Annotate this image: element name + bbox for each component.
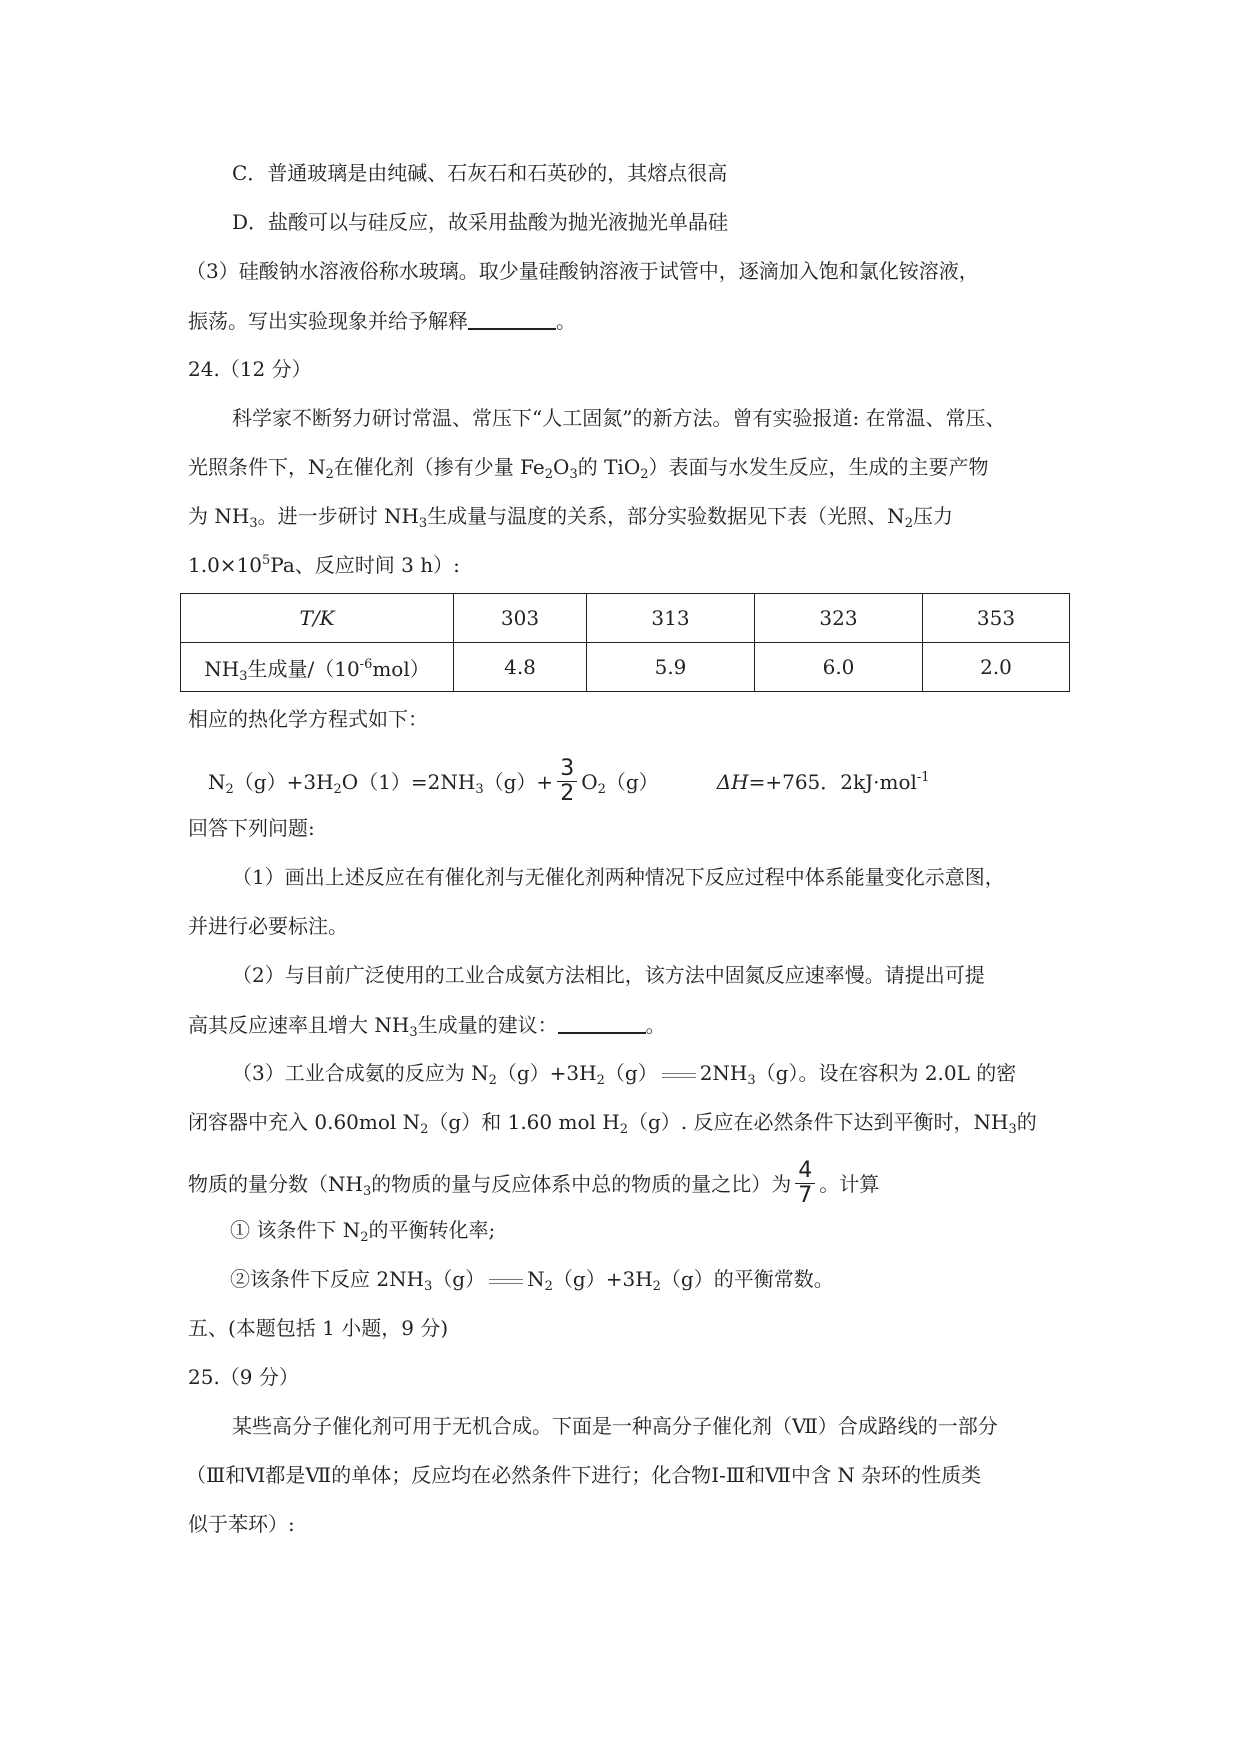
text: 的物质的量与反应体系中总的物质的量之比）为 bbox=[371, 1172, 792, 1196]
q25-line3: 似于苯环）: bbox=[188, 1512, 295, 1536]
subscript: 3 bbox=[249, 516, 258, 531]
text: （g）+ bbox=[483, 770, 554, 794]
subscript: 2 bbox=[488, 1073, 497, 1088]
delta-h: ΔH bbox=[716, 770, 749, 794]
table-cell: 303 bbox=[454, 594, 587, 643]
q23-part3-end: 。 bbox=[556, 309, 576, 333]
subscript: 3 bbox=[409, 1025, 418, 1040]
table-cell: 2.0 bbox=[923, 643, 1070, 692]
superscript: 5 bbox=[262, 553, 271, 568]
q23-part3-line2 bbox=[188, 306, 576, 335]
q24-intro-line4 bbox=[188, 551, 460, 579]
subscript: 3 bbox=[239, 668, 248, 684]
q23-part3-line1: （3）硅酸钠水溶液俗称水玻璃。取少量硅酸钠溶液于试管中，逐滴加入饱和氯化铵溶液， bbox=[186, 259, 979, 283]
table-cell: 353 bbox=[923, 594, 1070, 643]
subscript: 2 bbox=[597, 782, 606, 797]
text: 2NH bbox=[699, 1061, 748, 1085]
text: 物质的量分数（NH bbox=[188, 1172, 363, 1196]
text: ②该条件下反应 2NH bbox=[230, 1267, 425, 1291]
answer-intro: 回答下列问题: bbox=[188, 816, 315, 840]
text: ）表面与水发生反应，生成的主要产物 bbox=[648, 455, 989, 479]
text: （g） bbox=[432, 1267, 486, 1291]
q23-part3-text: 振荡。写出实验现象并给予解释 bbox=[188, 309, 468, 333]
subscript: 3 bbox=[1008, 1122, 1017, 1137]
text: 的 bbox=[1016, 1110, 1037, 1134]
subscript: 2 bbox=[333, 782, 342, 797]
subscript: 2 bbox=[904, 516, 913, 531]
subscript: 3 bbox=[747, 1073, 756, 1088]
subscript: 2 bbox=[420, 1122, 429, 1137]
text: 光照条件下，N bbox=[188, 455, 326, 479]
table-header-temperature: T/K bbox=[181, 594, 454, 643]
text: 为 NH bbox=[188, 504, 250, 528]
subscript: 2 bbox=[596, 1073, 605, 1088]
text: （g）. 反应在必然条件下达到平衡时，NH bbox=[627, 1110, 1009, 1134]
text: 1.0×10 bbox=[188, 553, 263, 577]
superscript: -6 bbox=[359, 656, 373, 672]
text: mol） bbox=[372, 656, 430, 681]
text: 的平衡转化率; bbox=[368, 1218, 496, 1242]
equilibrium-arrow-icon bbox=[489, 1277, 523, 1285]
table-row-temperature bbox=[181, 594, 1070, 643]
table-header-amount bbox=[181, 643, 454, 692]
subscript: 2 bbox=[619, 1122, 628, 1137]
q24-intro-line1: 科学家不断努力研讨常温、常压下“人工固氮”的新方法。曾有实验报道: 在常温、常压、 bbox=[232, 406, 1006, 430]
text: O bbox=[581, 770, 598, 794]
q25-line2: （Ⅲ和Ⅵ都是Ⅶ的单体；反应均在必然条件下进行；化合物Ⅰ-Ⅲ和Ⅶ中含 N 杂环的性质类 bbox=[186, 1463, 982, 1487]
equation-intro: 相应的热化学方程式如下： bbox=[188, 707, 428, 731]
fraction bbox=[557, 757, 577, 806]
text: 高其反应速率且增大 NH bbox=[188, 1013, 410, 1037]
subscript: 3 bbox=[475, 782, 484, 797]
text: （3）工业合成氨的反应为 N bbox=[232, 1061, 489, 1085]
text: N bbox=[208, 770, 226, 794]
subscript: 2 bbox=[360, 1230, 369, 1245]
table-cell: 313 bbox=[587, 594, 755, 643]
q24-intro-line2 bbox=[188, 453, 989, 481]
text: （g）+3H bbox=[496, 1061, 597, 1085]
text: NH bbox=[204, 656, 240, 681]
text: ① 该条件下 N bbox=[230, 1218, 361, 1242]
q24-intro-line3 bbox=[188, 502, 953, 530]
subscript: 2 bbox=[544, 1279, 553, 1294]
fraction-numerator: 3 bbox=[557, 757, 577, 782]
text: O（1）=2NH bbox=[341, 770, 476, 794]
text: Pa、反应时间 3 h）: bbox=[270, 553, 460, 577]
option-c: C．普通玻璃是由纯碱、石灰石和石英砂的，其熔点很高 bbox=[232, 161, 728, 185]
fraction-denominator: 7 bbox=[798, 1183, 813, 1208]
data-table bbox=[180, 593, 1070, 692]
text: N bbox=[527, 1267, 545, 1291]
text: 生成量的建议： bbox=[417, 1013, 558, 1037]
text: 。 bbox=[645, 1013, 666, 1037]
text: O bbox=[553, 455, 570, 479]
text: 的 TiO bbox=[577, 455, 641, 479]
subscript: 3 bbox=[418, 516, 428, 531]
table-row-amount bbox=[181, 643, 1070, 692]
section5-header: 五、(本题包括 1 小题，9 分) bbox=[188, 1316, 449, 1340]
text: 。计算 bbox=[819, 1172, 880, 1196]
q24-part3-line2 bbox=[188, 1108, 1037, 1136]
text: =+765．2kJ·mol bbox=[748, 770, 917, 794]
text: （g）和 1.60 mol H bbox=[428, 1110, 620, 1134]
q24-header: 24.（12 分） bbox=[188, 357, 312, 381]
fraction-numerator: 4 bbox=[795, 1159, 815, 1184]
table-cell: 6.0 bbox=[755, 643, 923, 692]
equilibrium-arrow-icon bbox=[662, 1071, 696, 1079]
text: 在催化剂（掺有少量 Fe bbox=[333, 455, 545, 479]
table-cell: 4.8 bbox=[454, 643, 587, 692]
subscript: 3 bbox=[362, 1184, 372, 1199]
subscript: 2 bbox=[225, 782, 234, 797]
thermochemical-equation bbox=[208, 756, 930, 808]
q25-line1: 某些高分子催化剂可用于无机合成。下面是一种高分子催化剂（Ⅶ）合成路线的一部分 bbox=[232, 1414, 998, 1438]
text: （g） bbox=[604, 1061, 658, 1085]
q24-part2-line1: （2）与目前广泛使用的工业合成氨方法相比，该方法中固氮反应速率慢。请提出可提 bbox=[232, 963, 985, 987]
subscript: 3 bbox=[569, 467, 578, 482]
q24-part3-line3 bbox=[188, 1158, 880, 1210]
text: 。进一步研讨 NH bbox=[257, 504, 419, 528]
q25-header: 25.（9 分） bbox=[188, 1365, 299, 1389]
subscript: 2 bbox=[640, 467, 649, 482]
subscript: 2 bbox=[652, 1279, 661, 1294]
q24-part1-line1: （1）画出上述反应在有催化剂与无催化剂两种情况下反应过程中体系能量变化示意图， bbox=[232, 865, 1005, 889]
subscript: 2 bbox=[325, 467, 334, 482]
text: 闭容器中充入 0.60mol N bbox=[188, 1110, 421, 1134]
fraction-denominator: 2 bbox=[560, 781, 575, 806]
text: （g） bbox=[605, 770, 659, 794]
q24-part3-sub2 bbox=[230, 1265, 834, 1293]
option-d: D．盐酸可以与硅反应，故采用盐酸为抛光液抛光单晶硅 bbox=[232, 210, 729, 234]
answer-blank bbox=[468, 306, 556, 330]
q24-part3-sub1 bbox=[230, 1216, 495, 1244]
table-cell: 5.9 bbox=[587, 643, 755, 692]
table-cell: 323 bbox=[755, 594, 923, 643]
text: （g）。设在容积为 2.0L 的密 bbox=[755, 1061, 1017, 1085]
text: 压力 bbox=[912, 504, 953, 528]
q24-part2-line2 bbox=[188, 1010, 666, 1039]
text: （g）+3H bbox=[552, 1267, 653, 1291]
subscript: 2 bbox=[544, 467, 554, 482]
text: 生成量与温度的关系，部分实验数据见下表（光照、N bbox=[427, 504, 905, 528]
text: （g）的平衡常数。 bbox=[660, 1267, 834, 1291]
superscript: -1 bbox=[916, 770, 930, 785]
q24-part1-line2: 并进行必要标注。 bbox=[188, 914, 348, 938]
subscript: 3 bbox=[424, 1279, 433, 1294]
answer-blank bbox=[558, 1010, 646, 1034]
q24-part3-line1 bbox=[232, 1059, 1016, 1087]
text: 生成量/（10 bbox=[247, 656, 360, 681]
text: （g）+3H bbox=[233, 770, 334, 794]
fraction bbox=[795, 1159, 815, 1208]
